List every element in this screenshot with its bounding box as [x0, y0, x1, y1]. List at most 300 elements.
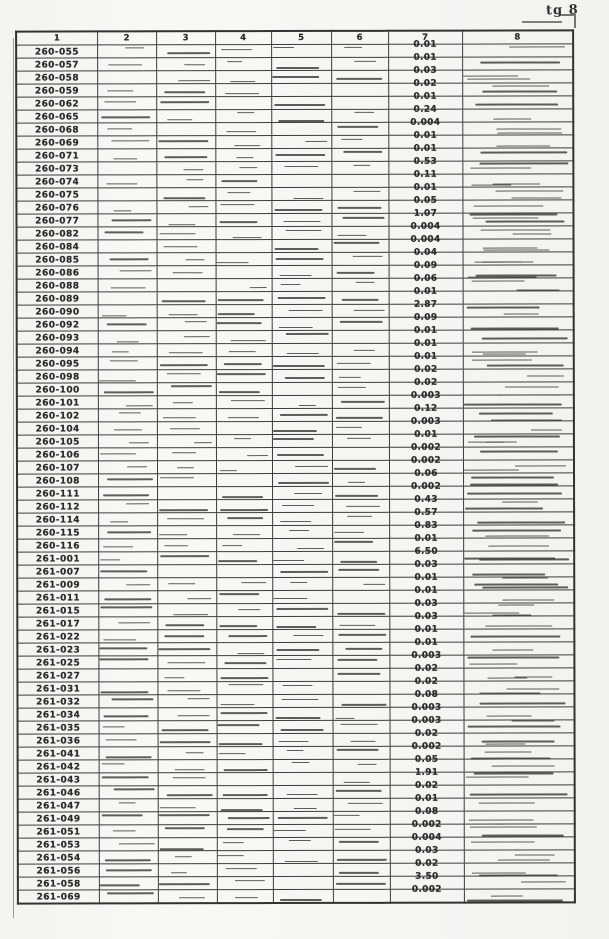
- empty-cell: [272, 616, 332, 629]
- scan-streak-artifact: [346, 648, 383, 650]
- row-id: 261-036: [36, 736, 81, 747]
- empty-cell: [331, 44, 388, 57]
- scan-streak-artifact: [167, 690, 201, 691]
- scan-streak-artifact: [491, 419, 562, 420]
- empty-cell: [272, 447, 332, 460]
- scan-streak-artifact: [221, 712, 267, 714]
- scan-streak-artifact: [273, 430, 317, 432]
- scan-streak-artifact: [110, 521, 128, 522]
- scan-streak-artifact: [515, 465, 566, 466]
- scan-streak-artifact: [168, 224, 196, 225]
- scan-streak-artifact: [217, 322, 262, 324]
- empty-cell: [216, 422, 272, 435]
- scan-streak-artifact: [105, 860, 151, 862]
- scan-streak-artifact: [226, 93, 259, 94]
- empty-cell: [99, 799, 158, 812]
- scan-streak-artifact: [106, 869, 152, 871]
- row-id-cell: [17, 266, 98, 279]
- scan-streak-artifact: [336, 790, 382, 792]
- row-id-cell: [18, 864, 99, 877]
- empty-cell: [273, 863, 333, 876]
- row-id: 261-034: [36, 710, 81, 721]
- empty-cell: [97, 123, 156, 136]
- scan-streak-artifact: [492, 614, 531, 615]
- table-row: [18, 746, 575, 760]
- table-row: [17, 603, 574, 617]
- row-id-cell: [18, 786, 99, 799]
- table-row: [18, 850, 575, 864]
- margin-bracket-mark: [560, 14, 576, 28]
- table-row: [17, 239, 574, 253]
- scan-streak-artifact: [348, 482, 365, 483]
- row-id-cell: [17, 370, 98, 383]
- row-id-cell: [16, 201, 97, 214]
- row-value: 0.002: [411, 884, 442, 895]
- scan-streak-artifact: [334, 242, 380, 244]
- empty-cell: [98, 396, 157, 409]
- empty-cell: [331, 200, 388, 213]
- row-id-cell: [17, 500, 98, 513]
- empty-cell: [272, 694, 332, 707]
- row-id: 260-058: [34, 73, 79, 84]
- empty-cell: [462, 109, 573, 122]
- row-id: 260-089: [35, 294, 80, 305]
- empty-cell: [157, 552, 216, 565]
- empty-cell: [332, 304, 389, 317]
- scan-streak-artifact: [221, 809, 263, 811]
- scan-streak-artifact: [227, 131, 257, 132]
- empty-cell: [272, 499, 332, 512]
- empty-cell: [463, 317, 574, 330]
- scan-streak-artifact: [298, 548, 324, 549]
- row-id: 261-007: [35, 567, 81, 578]
- table-row: [16, 109, 573, 123]
- empty-cell: [158, 786, 217, 799]
- scan-streak-artifact: [486, 743, 526, 744]
- scan-streak-artifact: [287, 750, 304, 751]
- scan-streak-artifact: [299, 404, 316, 405]
- empty-cell: [332, 356, 389, 369]
- scan-streak-artifact: [334, 541, 373, 543]
- row-value: 0.43: [414, 494, 438, 505]
- row-value: 0.01: [413, 52, 437, 63]
- table-row: [16, 174, 573, 188]
- table-row: [18, 785, 575, 799]
- table-row: [16, 122, 573, 136]
- empty-cell: [97, 97, 156, 110]
- scan-streak-artifact: [178, 81, 210, 82]
- scan-streak-artifact: [486, 441, 517, 442]
- empty-cell: [272, 239, 332, 252]
- empty-cell: [97, 149, 156, 162]
- scan-streak-artifact: [340, 320, 383, 322]
- empty-cell: [157, 344, 216, 357]
- empty-cell: [273, 772, 333, 785]
- scan-streak-artifact: [184, 64, 205, 65]
- empty-cell: [464, 850, 575, 863]
- row-id-cell: [18, 825, 99, 838]
- empty-cell: [99, 864, 158, 877]
- scan-streak-artifact: [104, 391, 153, 393]
- empty-cell: [215, 71, 271, 84]
- empty-cell: [98, 682, 157, 695]
- scan-streak-artifact: [466, 777, 528, 778]
- empty-cell: [463, 655, 574, 668]
- row-value: 0.004: [410, 234, 441, 245]
- empty-cell: [216, 578, 272, 591]
- empty-cell: [216, 656, 272, 669]
- row-value: 0.09: [413, 260, 438, 271]
- empty-cell: [332, 473, 389, 486]
- row-value: 0.83: [414, 520, 438, 531]
- empty-cell: [271, 187, 331, 200]
- scan-streak-artifact: [99, 380, 136, 381]
- row-id: 260-098: [35, 372, 80, 383]
- empty-cell: [272, 304, 332, 317]
- empty-cell: [215, 175, 271, 188]
- empty-cell: [332, 538, 389, 551]
- scan-streak-artifact: [354, 190, 381, 191]
- scan-streak-artifact: [470, 664, 517, 665]
- row-id: 261-031: [36, 684, 81, 695]
- table-row: [17, 343, 574, 357]
- row-value: 0.03: [413, 65, 437, 76]
- row-id-cell: [17, 513, 98, 526]
- empty-cell: [217, 812, 273, 825]
- empty-cell: [463, 616, 574, 629]
- scan-streak-artifact: [101, 763, 124, 764]
- empty-cell: [98, 266, 157, 279]
- scan-streak-artifact: [109, 65, 142, 66]
- empty-cell: [215, 214, 271, 227]
- row-id: 261-054: [36, 853, 81, 864]
- empty-cell: [331, 174, 388, 187]
- empty-cell: [98, 578, 157, 591]
- table-row: [17, 694, 574, 708]
- empty-cell: [332, 499, 389, 512]
- row-value: 0.002: [411, 819, 442, 830]
- scan-streak-artifact: [339, 841, 379, 843]
- row-value: 0.002: [410, 442, 441, 453]
- empty-cell: [332, 616, 389, 629]
- scan-streak-artifact: [241, 582, 267, 583]
- scan-streak-artifact: [354, 350, 375, 351]
- scan-streak-artifact: [185, 321, 207, 322]
- scan-streak-artifact: [353, 256, 383, 257]
- empty-cell: [158, 864, 217, 877]
- scan-streak-artifact: [294, 493, 322, 494]
- scan-streak-artifact: [114, 788, 155, 790]
- row-id: 260-062: [34, 99, 80, 110]
- scan-streak-artifact: [481, 230, 551, 231]
- empty-cell: [272, 265, 332, 278]
- empty-cell: [215, 149, 271, 162]
- scan-streak-artifact: [107, 183, 138, 184]
- scan-streak-artifact: [223, 545, 242, 546]
- empty-cell: [217, 734, 273, 747]
- empty-cell: [332, 291, 389, 304]
- scan-streak-artifact: [219, 560, 258, 562]
- scan-streak-artifact: [472, 359, 532, 360]
- scan-streak-artifact: [227, 517, 263, 519]
- scan-streak-artifact: [342, 139, 363, 140]
- empty-cell: [273, 785, 333, 798]
- empty-cell: [216, 318, 272, 331]
- row-value: 0.08: [414, 689, 439, 700]
- scan-streak-artifact: [117, 341, 139, 342]
- scan-streak-artifact: [337, 749, 379, 751]
- empty-cell: [332, 655, 389, 668]
- empty-cell: [158, 747, 217, 760]
- row-id-cell: [18, 851, 99, 864]
- scan-streak-artifact: [228, 417, 259, 418]
- empty-cell: [97, 162, 156, 175]
- scan-streak-artifact: [464, 470, 519, 471]
- row-id: 260-092: [35, 320, 80, 331]
- scan-streak-artifact: [114, 210, 132, 211]
- empty-cell: [464, 876, 575, 889]
- empty-cell: [156, 149, 215, 162]
- scan-streak-artifact: [276, 626, 316, 628]
- empty-cell: [271, 44, 331, 57]
- scan-streak-artifact: [194, 442, 212, 443]
- scan-streak-artifact: [107, 90, 133, 91]
- scan-streak-artifact: [275, 208, 323, 210]
- scan-streak-artifact: [469, 827, 537, 828]
- empty-cell: [463, 382, 574, 395]
- scan-streak-artifact: [126, 503, 149, 504]
- scan-streak-artifact: [100, 559, 120, 560]
- empty-cell: [333, 785, 390, 798]
- table-row: [16, 96, 573, 110]
- empty-cell: [333, 772, 390, 785]
- scan-streak-artifact: [334, 532, 364, 533]
- row-id-cell: [17, 383, 98, 396]
- scan-streak-artifact: [289, 840, 310, 841]
- row-value: 0.002: [411, 741, 442, 752]
- empty-cell: [273, 746, 333, 759]
- scan-streak-artifact: [287, 353, 319, 354]
- empty-cell: [216, 279, 272, 292]
- row-id: 261-041: [36, 749, 81, 760]
- scan-streak-artifact: [167, 52, 210, 54]
- scan-streak-artifact: [341, 724, 377, 725]
- empty-cell: [157, 487, 216, 500]
- table-row: [18, 772, 575, 786]
- empty-cell: [462, 44, 573, 57]
- row-id-cell: [18, 747, 99, 760]
- scan-streak-artifact: [343, 217, 384, 219]
- row-value: 0.02: [414, 377, 438, 388]
- scan-streak-artifact: [220, 509, 268, 511]
- scan-streak-artifact: [107, 128, 132, 129]
- scan-streak-artifact: [339, 625, 375, 626]
- scan-streak-artifact: [278, 482, 328, 484]
- scan-streak-artifact: [531, 429, 562, 430]
- scan-streak-artifact: [482, 354, 526, 355]
- empty-cell: [157, 409, 216, 422]
- scan-streak-artifact: [338, 207, 381, 209]
- empty-cell: [333, 837, 390, 850]
- empty-cell: [272, 629, 332, 642]
- empty-cell: [158, 838, 217, 851]
- table-row: [17, 616, 574, 630]
- empty-cell: [157, 383, 216, 396]
- empty-cell: [98, 344, 157, 357]
- empty-cell: [463, 629, 574, 642]
- scan-streak-artifact: [101, 691, 149, 693]
- row-id-cell: [17, 591, 98, 604]
- scan-streak-artifact: [227, 192, 251, 193]
- row-value: 2.87: [413, 299, 438, 310]
- scan-streak-artifact: [292, 762, 310, 763]
- empty-cell: [157, 435, 216, 448]
- row-id: 260-115: [35, 528, 80, 539]
- scan-streak-artifact: [354, 61, 376, 62]
- row-value: 0.01: [413, 182, 438, 193]
- scan-streak-artifact: [288, 310, 322, 311]
- scan-streak-artifact: [160, 101, 209, 103]
- empty-cell: [463, 239, 574, 252]
- empty-cell: [272, 252, 332, 265]
- empty-cell: [271, 226, 331, 239]
- table-row: [18, 824, 575, 838]
- empty-cell: [272, 525, 332, 538]
- empty-cell: [462, 83, 573, 96]
- scan-streak-artifact: [280, 571, 328, 573]
- empty-cell: [463, 668, 574, 681]
- row-value: 1.91: [414, 767, 439, 778]
- scan-streak-artifact: [219, 753, 246, 754]
- empty-cell: [98, 279, 157, 292]
- row-id-cell: [17, 422, 98, 435]
- empty-cell: [157, 513, 216, 526]
- scan-streak-artifact: [280, 899, 321, 901]
- empty-cell: [273, 707, 333, 720]
- table-row: [17, 512, 574, 526]
- scan-streak-artifact: [170, 872, 186, 873]
- empty-cell: [157, 240, 216, 253]
- empty-cell: [463, 395, 574, 408]
- empty-cell: [98, 565, 157, 578]
- empty-cell: [272, 473, 332, 486]
- empty-cell: [272, 356, 332, 369]
- scan-streak-artifact: [160, 534, 187, 535]
- scan-streak-artifact: [487, 365, 564, 367]
- empty-cell: [333, 863, 390, 876]
- empty-cell: [332, 486, 389, 499]
- empty-cell: [156, 136, 215, 149]
- scan-streak-artifact: [169, 352, 203, 353]
- empty-cell: [271, 148, 331, 161]
- empty-cell: [216, 331, 272, 344]
- scan-streak-artifact: [503, 314, 538, 315]
- row-id-cell: [16, 71, 97, 84]
- empty-cell: [98, 591, 157, 604]
- scan-streak-artifact: [506, 688, 560, 689]
- empty-cell: [216, 344, 272, 357]
- scan-streak-artifact: [353, 165, 370, 166]
- scan-streak-artifact: [164, 546, 189, 547]
- table-row: [17, 473, 574, 487]
- empty-cell: [271, 161, 331, 174]
- table-row: [17, 668, 574, 682]
- row-id: 260-095: [35, 359, 80, 370]
- table-row: [17, 304, 574, 318]
- scan-streak-artifact: [491, 896, 523, 897]
- empty-cell: [332, 265, 389, 278]
- empty-cell: [216, 526, 272, 539]
- table-row: [18, 798, 575, 812]
- row-id: 260-086: [35, 268, 80, 279]
- empty-cell: [331, 109, 388, 122]
- scan-streak-artifact: [160, 364, 208, 366]
- scan-streak-artifact: [164, 197, 206, 199]
- row-id-cell: [17, 396, 98, 409]
- scan-streak-artifact: [113, 158, 137, 159]
- scan-streak-artifact: [173, 402, 193, 403]
- scan-streak-artifact: [118, 622, 150, 623]
- scan-streak-artifact: [480, 451, 558, 453]
- empty-cell: [97, 136, 156, 149]
- scan-streak-artifact: [294, 198, 324, 199]
- empty-cell: [215, 227, 271, 240]
- scan-streak-artifact: [103, 727, 125, 728]
- empty-cell: [98, 695, 157, 708]
- column-header: 2: [97, 31, 156, 45]
- empty-cell: [331, 122, 388, 135]
- scan-streak-artifact: [339, 872, 379, 874]
- scan-streak-artifact: [335, 828, 371, 829]
- empty-cell: [333, 733, 390, 746]
- empty-cell: [331, 57, 388, 70]
- column-header: 4: [215, 31, 271, 45]
- corner-note: tg 8: [546, 2, 580, 19]
- row-id: 260-114: [35, 515, 80, 526]
- row-value: 1.07: [413, 208, 438, 219]
- scan-streak-artifact: [230, 400, 265, 401]
- empty-cell: [462, 200, 573, 213]
- row-id: 260-057: [34, 60, 79, 71]
- empty-cell: [333, 811, 390, 824]
- scan-streak-artifact: [343, 782, 369, 783]
- row-id-cell: [17, 305, 98, 318]
- table-row: [17, 356, 574, 370]
- empty-cell: [99, 825, 158, 838]
- empty-cell: [156, 110, 215, 123]
- row-id: 260-102: [35, 411, 80, 422]
- scan-streak-artifact: [110, 360, 137, 361]
- empty-cell: [272, 408, 332, 421]
- scan-streak-artifact: [467, 899, 563, 901]
- scan-streak-artifact: [496, 145, 550, 146]
- empty-cell: [463, 369, 574, 382]
- empty-cell: [157, 500, 216, 513]
- row-id: 260-094: [35, 346, 80, 357]
- scan-streak-artifact: [287, 794, 318, 795]
- row-id: 261-058: [36, 879, 81, 890]
- empty-cell: [216, 617, 272, 630]
- scan-streak-artifact: [101, 606, 153, 608]
- scan-streak-artifact: [118, 843, 154, 844]
- empty-cell: [158, 721, 217, 734]
- scan-streak-artifact: [186, 179, 203, 180]
- scan-streak-artifact: [233, 237, 261, 238]
- scan-streak-artifact: [463, 76, 518, 77]
- scan-streak-artifact: [286, 333, 329, 335]
- empty-cell: [157, 604, 216, 617]
- empty-cell: [463, 499, 574, 512]
